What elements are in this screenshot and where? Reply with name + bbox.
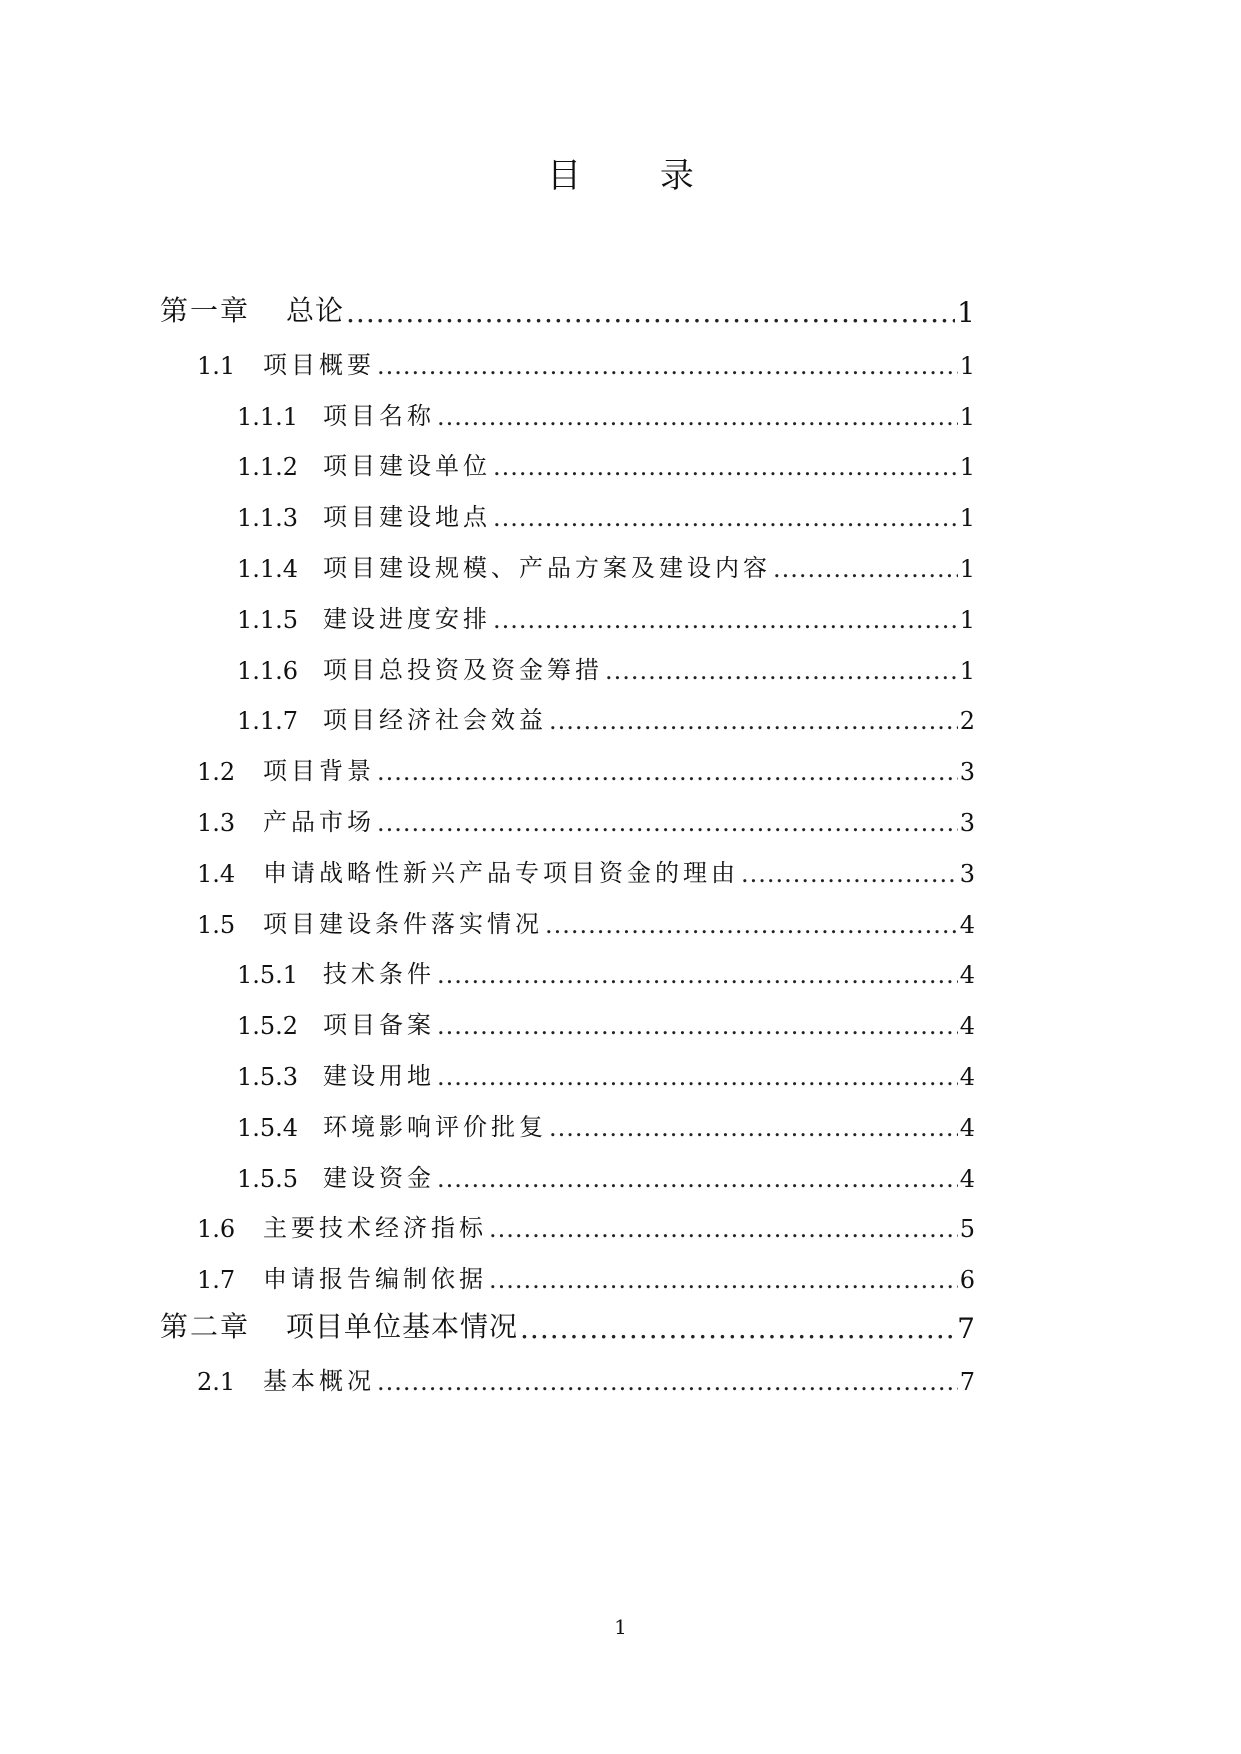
toc-entry-label: 项目建设条件落实情况 <box>263 910 543 938</box>
toc-entry-page-number: 6 <box>959 1266 975 1294</box>
toc-entry[interactable] <box>237 387 975 431</box>
toc-entry-number: 第一章 <box>160 294 251 327</box>
toc-dot-leader <box>549 707 958 735</box>
toc-dot-leader <box>493 504 958 532</box>
toc-entry[interactable] <box>237 590 975 634</box>
toc-dot-leader <box>377 352 958 380</box>
toc-entry-number: 第二章 <box>160 1310 251 1343</box>
toc-entry-number: 1.6 <box>197 1215 236 1243</box>
toc-entry-page-number: 1 <box>957 296 975 329</box>
toc-dot-leader <box>377 758 958 786</box>
toc-dot-leader <box>549 1114 958 1142</box>
toc-entry-label: 项目建设规模、产品方案及建设内容 <box>323 554 771 582</box>
toc-entry-number: 1.1.2 <box>237 453 299 481</box>
toc-entry-label: 项目总投资及资金筹措 <box>323 656 603 684</box>
toc-entry-number: 1.1 <box>197 352 236 380</box>
toc-dot-leader <box>437 1165 958 1193</box>
toc-entry[interactable] <box>197 793 975 837</box>
toc-entry[interactable] <box>237 1149 975 1193</box>
toc-entry-label: 申请战略性新兴产品专项目资金的理由 <box>263 859 739 887</box>
toc-entry-page-number: 4 <box>959 911 975 939</box>
toc-entry-label: 建设进度安排 <box>323 605 491 633</box>
toc-entry-page-number: 1 <box>959 352 975 380</box>
toc-entry-page-number: 1 <box>959 606 975 634</box>
toc-entry-number: 1.1.3 <box>237 504 299 532</box>
toc-entry[interactable] <box>160 285 975 329</box>
toc-entry-number: 1.5.5 <box>237 1165 299 1193</box>
toc-dot-leader <box>545 911 958 939</box>
toc-dot-leader <box>437 1063 958 1091</box>
toc-dot-leader <box>493 453 958 481</box>
toc-dot-leader <box>489 1215 958 1243</box>
toc-dot-leader <box>605 657 958 685</box>
toc-entry-label: 项目建设单位 <box>323 452 491 480</box>
toc-dot-leader <box>489 1266 958 1294</box>
toc-entry-number: 1.2 <box>197 758 236 786</box>
toc-entry-label: 项目名称 <box>323 402 435 430</box>
toc-dot-leader <box>741 860 958 888</box>
toc-entry-page-number: 7 <box>957 1312 975 1345</box>
page-number-footer: 1 <box>614 1615 627 1639</box>
toc-entry-label: 产品市场 <box>263 808 375 836</box>
toc-dot-leader <box>520 1312 955 1345</box>
toc-entry[interactable] <box>197 1199 975 1243</box>
toc-entry-page-number: 4 <box>959 961 975 989</box>
toc-entry-number: 1.1.5 <box>237 606 299 634</box>
toc-entry-number: 1.5.1 <box>237 961 299 989</box>
toc-entry-page-number: 5 <box>959 1215 975 1243</box>
toc-entry[interactable] <box>237 488 975 532</box>
toc-entry-page-number: 3 <box>959 758 975 786</box>
toc-entry-label: 项目备案 <box>323 1011 435 1039</box>
toc-entry[interactable] <box>197 1352 975 1396</box>
toc-entry-label: 项目建设地点 <box>323 503 491 531</box>
toc-dot-leader <box>773 555 958 583</box>
toc-entry-label: 环境影响评价批复 <box>323 1113 547 1141</box>
toc-entry-number: 1.7 <box>197 1266 236 1294</box>
toc-entry-page-number: 3 <box>959 860 975 888</box>
toc-dot-leader <box>346 296 955 329</box>
toc-entry[interactable] <box>237 1098 975 1142</box>
toc-entry[interactable] <box>237 641 975 685</box>
toc-entry-page-number: 1 <box>959 657 975 685</box>
toc-entry-page-number: 4 <box>959 1165 975 1193</box>
toc-entry-label: 基本概况 <box>263 1367 375 1395</box>
toc-entry-label: 项目单位基本情况 <box>286 1310 519 1343</box>
toc-dot-leader <box>437 403 958 431</box>
toc-entry-page-number: 3 <box>959 809 975 837</box>
toc-entry-number: 1.1.4 <box>237 555 299 583</box>
toc-entry[interactable] <box>237 437 975 481</box>
toc-entry[interactable] <box>237 996 975 1040</box>
toc-entry-number: 1.1.6 <box>237 657 299 685</box>
toc-entry-page-number: 4 <box>959 1012 975 1040</box>
toc-entry[interactable] <box>197 1250 975 1294</box>
toc-entry-label: 项目经济社会效益 <box>323 706 547 734</box>
toc-entry[interactable] <box>197 742 975 786</box>
toc-entry-number: 1.5.3 <box>237 1063 299 1091</box>
toc-entry-label: 项目概要 <box>263 351 375 379</box>
toc-entry[interactable] <box>237 945 975 989</box>
toc-entry-label: 申请报告编制依据 <box>263 1265 487 1293</box>
toc-entry-number: 1.1.1 <box>237 403 299 431</box>
toc-entry-page-number: 1 <box>959 555 975 583</box>
toc-entry-label: 总论 <box>286 294 345 327</box>
toc-dot-leader <box>377 1368 958 1396</box>
toc-entry-number: 1.3 <box>197 809 236 837</box>
toc-entry-number: 2.1 <box>197 1368 236 1396</box>
toc-entry[interactable] <box>197 336 975 380</box>
toc-entry[interactable] <box>197 844 975 888</box>
toc-entry-page-number: 1 <box>959 504 975 532</box>
toc-dot-leader <box>377 809 958 837</box>
toc-entry-number: 1.5.2 <box>237 1012 299 1040</box>
toc-entry-label: 项目背景 <box>263 757 375 785</box>
toc-dot-leader <box>437 961 958 989</box>
toc-entry-label: 技术条件 <box>323 960 435 988</box>
toc-entry[interactable] <box>237 691 975 735</box>
toc-entry-page-number: 4 <box>959 1114 975 1142</box>
toc-entry-label: 建设用地 <box>323 1062 435 1090</box>
toc-entry-page-number: 1 <box>959 403 975 431</box>
toc-entry[interactable] <box>197 895 975 939</box>
toc-entry[interactable] <box>237 539 975 583</box>
toc-entry-number: 1.5.4 <box>237 1114 299 1142</box>
toc-entry-page-number: 4 <box>959 1063 975 1091</box>
toc-dot-leader <box>493 606 958 634</box>
toc-title: 目 录 <box>547 156 728 196</box>
toc-entry-number: 1.5 <box>197 911 236 939</box>
toc-entry-number: 1.4 <box>197 860 236 888</box>
toc-entry[interactable] <box>160 1301 975 1345</box>
toc-entry[interactable] <box>237 1047 975 1091</box>
toc-entry-label: 主要技术经济指标 <box>263 1214 487 1242</box>
toc-entry-label: 建设资金 <box>323 1164 435 1192</box>
toc-entry-page-number: 2 <box>959 707 975 735</box>
toc-entry-number: 1.1.7 <box>237 707 299 735</box>
toc-entry-page-number: 1 <box>959 453 975 481</box>
toc-entry-page-number: 7 <box>959 1368 975 1396</box>
toc-dot-leader <box>437 1012 958 1040</box>
